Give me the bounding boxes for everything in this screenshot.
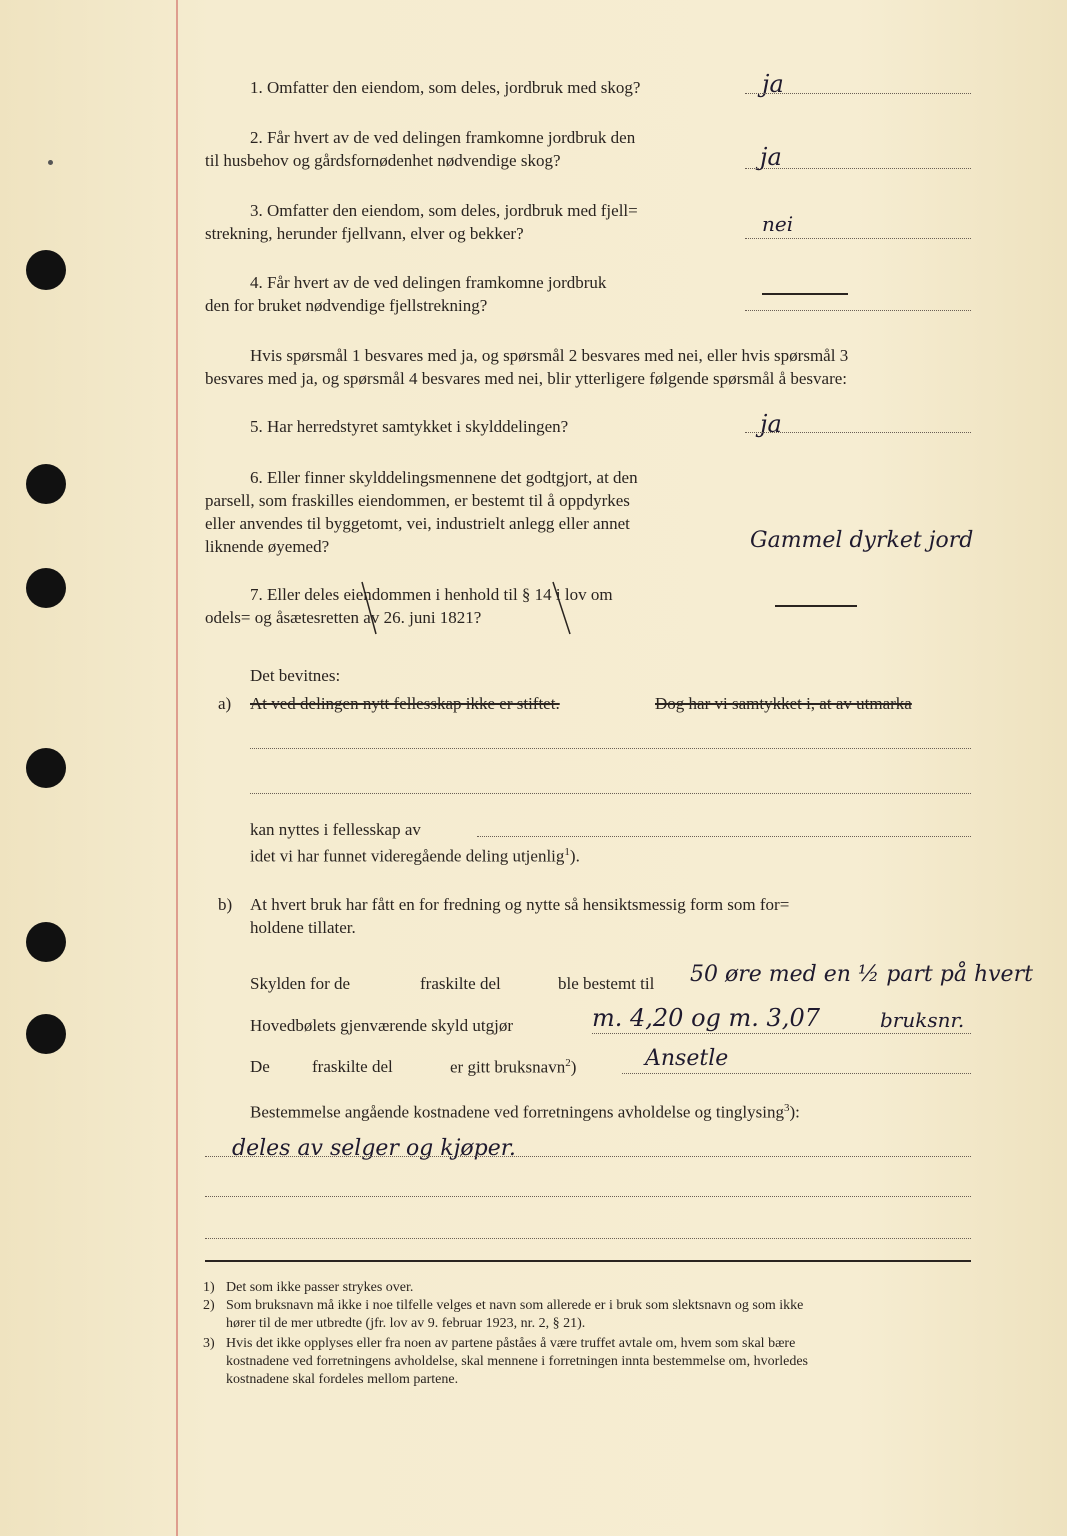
answer-line — [745, 238, 971, 239]
answer-line — [745, 168, 971, 169]
answer-1-handwriting: ja — [762, 70, 784, 98]
question-7-line2: odels= og åsætesretten av 26. juni 1821? — [205, 608, 482, 627]
witness-title: Det bevitnes: — [250, 666, 341, 685]
item-a-label: a) — [218, 694, 232, 713]
question-4-line1: 4. Får hvert av de ved delingen framkomne jordbruk — [250, 273, 607, 292]
item-a-line3-end: ). — [569, 846, 580, 866]
footnote-3-line3: kostnadene skal fordeles mellom partene. — [226, 1372, 459, 1387]
question-6-line1: 6. Eller finner skylddelingsmennene det godtgjort, at den — [250, 468, 638, 487]
hovedbol-label: Hovedbølets gjenværende skyld utgjør — [250, 1016, 513, 1035]
punch-hole — [26, 1014, 66, 1054]
kostnader-label-end: ): — [789, 1102, 800, 1122]
answer-line — [745, 310, 971, 311]
footnote-ref-2: 2 — [565, 1057, 571, 1069]
pen-stroke-marks — [360, 578, 580, 640]
answer-5-handwriting: ja — [760, 410, 782, 438]
question-6-line4: liknende øyemed? — [205, 537, 330, 556]
question-6-line3: eller anvendes til byggetomt, vei, industrielt anlegg eller annet — [205, 514, 630, 533]
answer-4-dash — [762, 293, 848, 295]
kostnader-label — [250, 1102, 800, 1123]
footnote-2-line1: Som bruksnavn må ikke i noe tilfelle velges et navn som allerede er i bruk som slektsnavn og som ikke — [226, 1298, 804, 1313]
punch-hole — [26, 922, 66, 962]
bruksnavn-label — [450, 1057, 576, 1078]
bruksnavn-label-text: er gitt bruksnavn — [450, 1057, 566, 1077]
fill-line — [205, 1196, 971, 1197]
question-2-line2: til husbehov og gårdsfornødenhet nødvendige skog? — [205, 151, 561, 170]
question-6-line2: parsell, som fraskilles eiendommen, er bestemt til å oppdyrkes — [205, 491, 630, 510]
footnote-3-line2: kostnadene ved forretningens avholdelse, skal mennene i forretningen innta bestemmelse om, hvorledes — [226, 1354, 808, 1369]
kostnader-handwriting: deles av selger og kjøper. — [232, 1136, 516, 1161]
item-b-label: b) — [218, 895, 233, 914]
item-b-line2: holdene tillater. — [250, 918, 356, 937]
footnote-separator — [205, 1260, 971, 1262]
footnote-2-line2: hører til de mer utbredte (jfr. lov av 9. februar 1923, nr. 2, § 21). — [226, 1316, 586, 1331]
answer-7-dash — [775, 605, 857, 607]
skyld-label: Skylden for de — [250, 974, 351, 993]
bruksnavn-de: De — [250, 1057, 270, 1076]
hovedbol-handwriting: m. 4,20 og m. 3,07 — [592, 1004, 820, 1032]
bruksnavn-label-end: ) — [570, 1057, 577, 1077]
fill-line — [592, 1033, 971, 1034]
fill-line — [622, 1073, 971, 1074]
skyld-handwriting: 50 øre med en ½ part på hvert — [690, 962, 1033, 987]
footnote-3-line1: Hvis det ikke opplyses eller fra noen av partene påståes å være truffet avtale om, hvem som skal bære — [226, 1336, 796, 1351]
answer-line — [745, 93, 971, 94]
footnote-ref-1: 1 — [564, 846, 570, 858]
bruksnavn-fraskilte: fraskilte del — [312, 1057, 393, 1076]
bruksnavn-handwriting: Ansetle — [645, 1046, 729, 1071]
answer-6-handwriting: Gammel dyrket jord — [750, 528, 974, 553]
answer-line — [745, 432, 971, 433]
footnote-1-text: Det som ikke passer strykes over. — [226, 1280, 414, 1295]
skyld-bestemt-label: ble bestemt til — [558, 974, 655, 993]
question-5: 5. Har herredstyret samtykket i skylddelingen? — [250, 417, 569, 436]
item-a-struck-text2: Dog har vi samtykket i, at av utmarka — [655, 694, 912, 713]
fill-line — [205, 1238, 971, 1239]
answer-3-handwriting: nei — [762, 212, 794, 236]
fill-line — [205, 1156, 971, 1157]
fill-line — [250, 793, 971, 794]
question-3-line2: strekning, herunder fjellvann, elver og bekker? — [205, 224, 524, 243]
item-b-line1: At hvert bruk har fått en for fredning og nytte så hensiktsmessig form som for= — [250, 895, 790, 914]
item-a-line3 — [250, 846, 580, 867]
footnote-3-num: 3) — [203, 1336, 215, 1351]
question-7-line1: 7. Eller deles eiendommen i henhold til § 14 i lov om — [250, 585, 613, 604]
footnote-ref-3: 3 — [783, 1102, 790, 1114]
margin-line — [176, 0, 178, 1536]
condition-line1: Hvis spørsmål 1 besvares med ja, og spørsmål 2 besvares med nei, eller hvis spørsmål 3 — [250, 346, 849, 365]
bruksnr-handwriting: bruksnr. — [880, 1008, 965, 1032]
punch-hole — [26, 568, 66, 608]
question-4-line2: den for bruket nødvendige fjellstrekning? — [205, 296, 488, 315]
item-a-struck-text1: At ved delingen nytt fellesskap ikke er stiftet. — [250, 694, 560, 713]
fill-line — [250, 748, 971, 749]
punch-hole — [26, 464, 66, 504]
answer-2-handwriting: ja — [760, 143, 782, 171]
fill-line — [477, 836, 971, 837]
question-3-line1: 3. Omfatter den eiendom, som deles, jordbruk med fjell= — [250, 201, 638, 220]
question-1: 1. Omfatter den eiendom, som deles, jordbruk med skog? — [250, 78, 641, 97]
item-a-line2: kan nyttes i fellesskap av — [250, 820, 421, 839]
footnote-2-num: 2) — [203, 1298, 215, 1313]
question-2-line1: 2. Får hvert av de ved delingen framkomne jordbruk den — [250, 128, 636, 147]
footnote-1-num: 1) — [203, 1280, 215, 1295]
kostnader-label-text: Bestemmelse angående kostnadene ved forretningens avholdelse og tinglysing — [250, 1102, 784, 1122]
speck-dot — [48, 160, 53, 165]
punch-hole — [26, 250, 66, 290]
skyld-fraskilte-label: fraskilte del — [420, 974, 501, 993]
punch-hole — [26, 748, 66, 788]
condition-line2: besvares med ja, og spørsmål 4 besvares med nei, blir ytterligere følgende spørsmål å besvare: — [205, 369, 848, 388]
item-a-line3-text: idet vi har funnet videregående deling utjenlig — [250, 846, 565, 866]
